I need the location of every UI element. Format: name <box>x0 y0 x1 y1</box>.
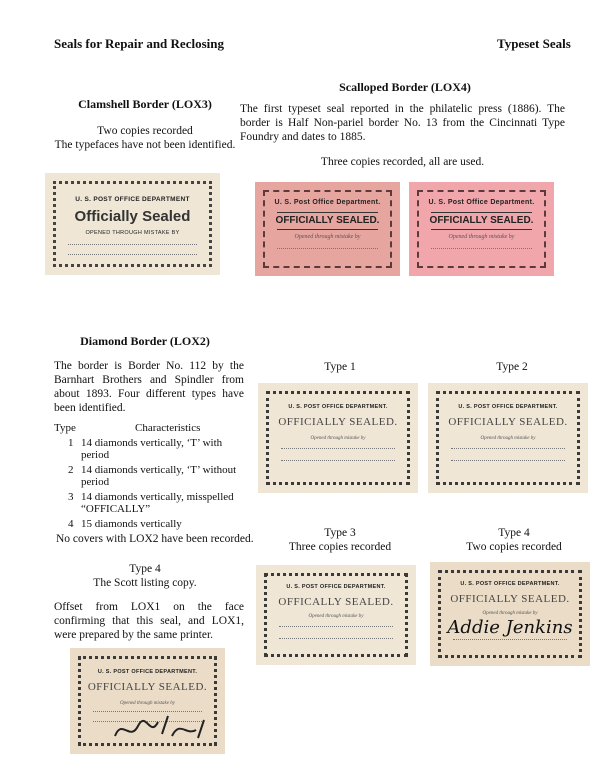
type4-label: Type 4 <box>498 527 530 539</box>
seal-text: Opened through mistake by <box>120 701 175 706</box>
type2-seal-image <box>428 383 588 493</box>
type4-seal-image <box>430 562 590 666</box>
handwritten-signature: Addie Jenkins <box>447 617 573 638</box>
table-row <box>54 464 241 491</box>
scott-seal-image <box>70 648 225 754</box>
seal-text: OFFICIALLY SEALED. <box>448 416 568 428</box>
seal-text: Opened through mistake by <box>482 611 538 616</box>
type-num: 2 <box>68 463 74 476</box>
col-char: Characteristics <box>135 422 201 434</box>
type-num: 1 <box>68 436 74 449</box>
offset-note: Offset from LOX1 on the face confirming that this seal, and LOX1, were prepared by the same printer. <box>54 601 244 641</box>
seal-text: Opened through mistake by <box>294 234 361 240</box>
table-row <box>54 518 241 533</box>
lox3-line1: Two copies recorded <box>97 125 193 137</box>
seal-text: Opened through mistake by <box>480 436 536 441</box>
type-text: 14 diamonds vertically, misspelled “OFFICALLY” <box>81 490 234 515</box>
seal-text: OFFICIALLY SEALED. <box>278 416 398 428</box>
lox4-description: The first typeset seal reported in the philatelic press (1886). The border is Half Non-pariel border No. 13 from the Cincinnati Type Foundry and dates to 1885. <box>240 103 565 143</box>
type-num: 3 <box>68 490 74 503</box>
lox3-title: Clamshell Border (LOX3) <box>78 97 212 111</box>
type2-label: Type 2 <box>496 361 528 373</box>
types-table <box>54 422 254 532</box>
col-type: Type <box>54 422 76 434</box>
type1-label: Type 1 <box>324 361 356 373</box>
type4-sub: Two copies recorded <box>466 541 562 553</box>
no-covers: No covers with LOX2 have been recorded. <box>56 533 254 545</box>
type-text: 14 diamonds vertically, ‘T’ with period <box>81 436 223 461</box>
left-header: Seals for Repair and Reclosing <box>54 36 224 51</box>
type1-seal-image <box>258 383 418 493</box>
type3-seal-image <box>256 565 416 665</box>
type3-label: Type 3 <box>324 527 356 539</box>
signature-scribble <box>110 708 210 748</box>
seal-text: OPENED THROUGH MISTAKE BY <box>85 230 180 236</box>
seal-text: U. S. POST OFFICE DEPARTMENT. <box>458 404 558 410</box>
type-num: 4 <box>68 517 74 530</box>
scott-listing: The Scott listing copy. <box>93 577 197 589</box>
lox4-seal-image-2 <box>409 182 554 276</box>
type3-sub: Three copies recorded <box>288 541 392 553</box>
right-header: Typeset Seals <box>497 36 571 51</box>
seal-text: OFFICIALLY SEALED. <box>87 681 208 693</box>
seal-text: U. S. POST OFFICE DEPARTMENT. <box>286 584 386 590</box>
lox3-line2: The typefaces have not been identified. <box>54 139 236 151</box>
type-text: 15 diamonds vertically <box>81 517 182 530</box>
seal-text: Opened through mistake by <box>308 614 364 619</box>
seal-text: OFFICIALLY SEALED. <box>429 215 534 226</box>
seal-text: U. S. POST OFFICE DEPARTMENT. <box>97 669 198 675</box>
seal-text: U. S. POST OFFICE DEPARTMENT. <box>288 404 388 410</box>
seal-text: U. S. POST OFFICE DEPARTMENT. <box>460 581 560 587</box>
seal-text: U. S. Post Office Department. <box>274 199 381 206</box>
lox2-title: Diamond Border (LOX2) <box>80 334 210 348</box>
table-row <box>54 491 241 518</box>
table-row <box>54 437 241 464</box>
seal-text: Officially Sealed <box>74 208 191 225</box>
seal-text: OFFICIALLY SEALED. <box>450 593 570 605</box>
lox3-seal-image <box>45 173 220 275</box>
seal-text: U. S. Post Office Department. <box>428 199 535 206</box>
type-text: 14 diamonds vertically, ‘T’ without period <box>81 463 237 488</box>
seal-text: Opened through mistake by <box>448 234 515 240</box>
seal-text: U. S. POST OFFICE DEPARTMENT <box>75 196 190 203</box>
lox4-title: Scalloped Border (LOX4) <box>339 80 471 94</box>
seal-text: OFFICALLY SEALED. <box>278 596 394 608</box>
lox2-description: The border is Border No. 112 by the Barnhart Brothers and Spindler from about 1893. Four different types have been identified. <box>54 360 244 414</box>
seal-text: OFFICIALLY SEALED. <box>275 215 380 226</box>
lox4-copies: Three copies recorded, all are used. <box>320 156 485 168</box>
seal-text: Opened through mistake by <box>310 436 366 441</box>
lox4-seal-image-1 <box>255 182 400 276</box>
type4-title: Type 4 <box>129 563 161 575</box>
